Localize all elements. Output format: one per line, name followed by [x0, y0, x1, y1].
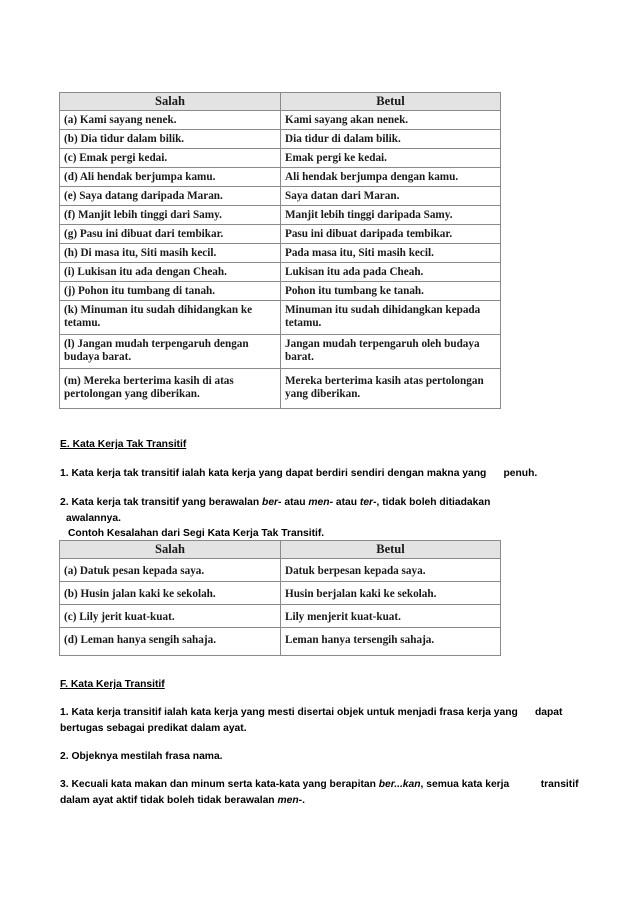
right-cell: Jangan mudah terpengaruh oleh budaya barat. [281, 335, 501, 369]
point-3-text: , semua kata kerja transitif [420, 779, 579, 790]
right-cell: Pada masa itu, Siti masih kecil. [281, 244, 501, 263]
table-row [60, 335, 501, 369]
table-row [60, 225, 501, 244]
table-row [60, 111, 501, 130]
prefix-men: men- [277, 795, 303, 806]
right-cell: Emak pergi ke kedai. [281, 149, 501, 168]
wrong-cell: (c) Emak pergi kedai. [60, 149, 281, 168]
wrong-cell: (e) Saya datang daripada Maran. [60, 187, 281, 206]
wrong-cell: (l) Jangan mudah terpengaruh dengan budaya barat. [60, 335, 281, 369]
right-cell: Pohon itu tumbang ke tanah. [281, 282, 501, 301]
right-cell: Minuman itu sudah dihidangkan kepada tetamu. [281, 301, 501, 335]
right-cell: Manjit lebih tinggi daripada Samy. [281, 206, 501, 225]
right-cell: Lily menjerit kuat-kuat. [281, 605, 501, 628]
section-f-heading: F. Kata Kerja Transitif [60, 679, 165, 690]
wrong-cell: (d) Leman hanya sengih sahaja. [60, 628, 281, 656]
right-cell: Dia tidur di dalam bilik. [281, 130, 501, 149]
wrong-cell: (g) Pasu ini dibuat dari tembikar. [60, 225, 281, 244]
right-cell: Kami sayang akan nenek. [281, 111, 501, 130]
table-row [60, 582, 501, 605]
section-f-point-3-continued [60, 794, 305, 807]
section-e-heading: E. Kata Kerja Tak Transitif [60, 439, 187, 450]
table-row [60, 605, 501, 628]
wrong-cell: (m) Mereka berterima kasih di atas pertolongan yang diberikan. [60, 369, 281, 409]
table-row [60, 130, 501, 149]
table-row [60, 282, 501, 301]
right-cell: Saya datan dari Maran. [281, 187, 501, 206]
wrong-cell: (a) Datuk pesan kepada saya. [60, 559, 281, 582]
table-row [60, 628, 501, 656]
table-row [60, 559, 501, 582]
wrong-cell: (h) Di masa itu, Siti masih kecil. [60, 244, 281, 263]
point-3-text: dalam ayat aktif tidak boleh tidak berawalan [60, 795, 278, 806]
table-row [60, 187, 501, 206]
wrong-cell: (a) Kami sayang nenek. [60, 111, 281, 130]
right-cell: Pasu ini dibuat daripada tembikar. [281, 225, 501, 244]
section-f-point-1: 1. Kata kerja transitif ialah kata kerja yang mesti disertai objek untuk menjadi frasa kerja yang dapat [60, 707, 563, 718]
wrong-cell: (b) Dia tidur dalam bilik. [60, 130, 281, 149]
column-header-salah: Salah [60, 541, 281, 559]
right-cell: Lukisan itu ada pada Cheah. [281, 263, 501, 282]
right-cell: Mereka berterima kasih atas pertolongan yang diberikan. [281, 369, 501, 409]
affix-ber-kan: ber...kan [378, 779, 421, 790]
point-2-text: , tidak boleh ditiadakan [376, 497, 491, 508]
wrong-cell: (d) Ali hendak berjumpa kamu. [60, 168, 281, 187]
table-header-row [60, 93, 501, 111]
right-cell: Datuk berpesan kepada saya. [281, 559, 501, 582]
point-2-text: atau [333, 497, 360, 508]
table-row [60, 301, 501, 335]
wrong-cell: (b) Husin jalan kaki ke sekolah. [60, 582, 281, 605]
section-e-point-1: 1. Kata kerja tak transitif ialah kata kerja yang dapat berdiri sendiri dengan makna yang penuh. [60, 468, 538, 479]
section-e-point-2-continued: awalannya. [66, 513, 121, 524]
table-row [60, 244, 501, 263]
wrong-cell: (i) Lukisan itu ada dengan Cheah. [60, 263, 281, 282]
section-f-point-1-continued: bertugas sebagai predikat dalam ayat. [60, 723, 247, 734]
wrong-cell: (j) Pohon itu tumbang di tanah. [60, 282, 281, 301]
prefix-men: men- [308, 497, 333, 508]
right-cell: Ali hendak berjumpa dengan kamu. [281, 168, 501, 187]
table-intransitive-verb-errors [59, 540, 501, 656]
wrong-cell: (c) Lily jerit kuat-kuat. [60, 605, 281, 628]
column-header-betul: Betul [281, 541, 501, 559]
section-f-point-3 [60, 778, 579, 791]
point-2-text: atau [281, 497, 309, 508]
table-header-row [60, 541, 501, 559]
prefix-ter: ter- [359, 497, 377, 508]
right-cell: Leman hanya tersengih sahaja. [281, 628, 501, 656]
point-3-text: 3. Kecuali kata makan dan minum serta kata-kata yang berapitan [60, 779, 379, 790]
section-f-point-2: 2. Objeknya mestilah frasa nama. [60, 751, 223, 762]
table-row [60, 263, 501, 282]
prefix-ber: ber- [262, 497, 282, 508]
table-row [60, 168, 501, 187]
wrong-cell: (f) Manjit lebih tinggi dari Samy. [60, 206, 281, 225]
table-row [60, 149, 501, 168]
wrong-cell: (k) Minuman itu sudah dihidangkan ke tetamu. [60, 301, 281, 335]
column-header-salah: Salah [60, 93, 281, 111]
section-e-point-2 [60, 496, 490, 509]
table-row [60, 369, 501, 409]
table-row [60, 206, 501, 225]
table-preposition-errors [59, 92, 501, 409]
column-header-betul: Betul [281, 93, 501, 111]
right-cell: Husin berjalan kaki ke sekolah. [281, 582, 501, 605]
example-title: Contoh Kesalahan dari Segi Kata Kerja Tak Transitif. [68, 528, 325, 539]
point-2-text: 2. Kata kerja tak transitif yang berawalan [60, 497, 263, 508]
point-3-text: . [302, 795, 305, 806]
